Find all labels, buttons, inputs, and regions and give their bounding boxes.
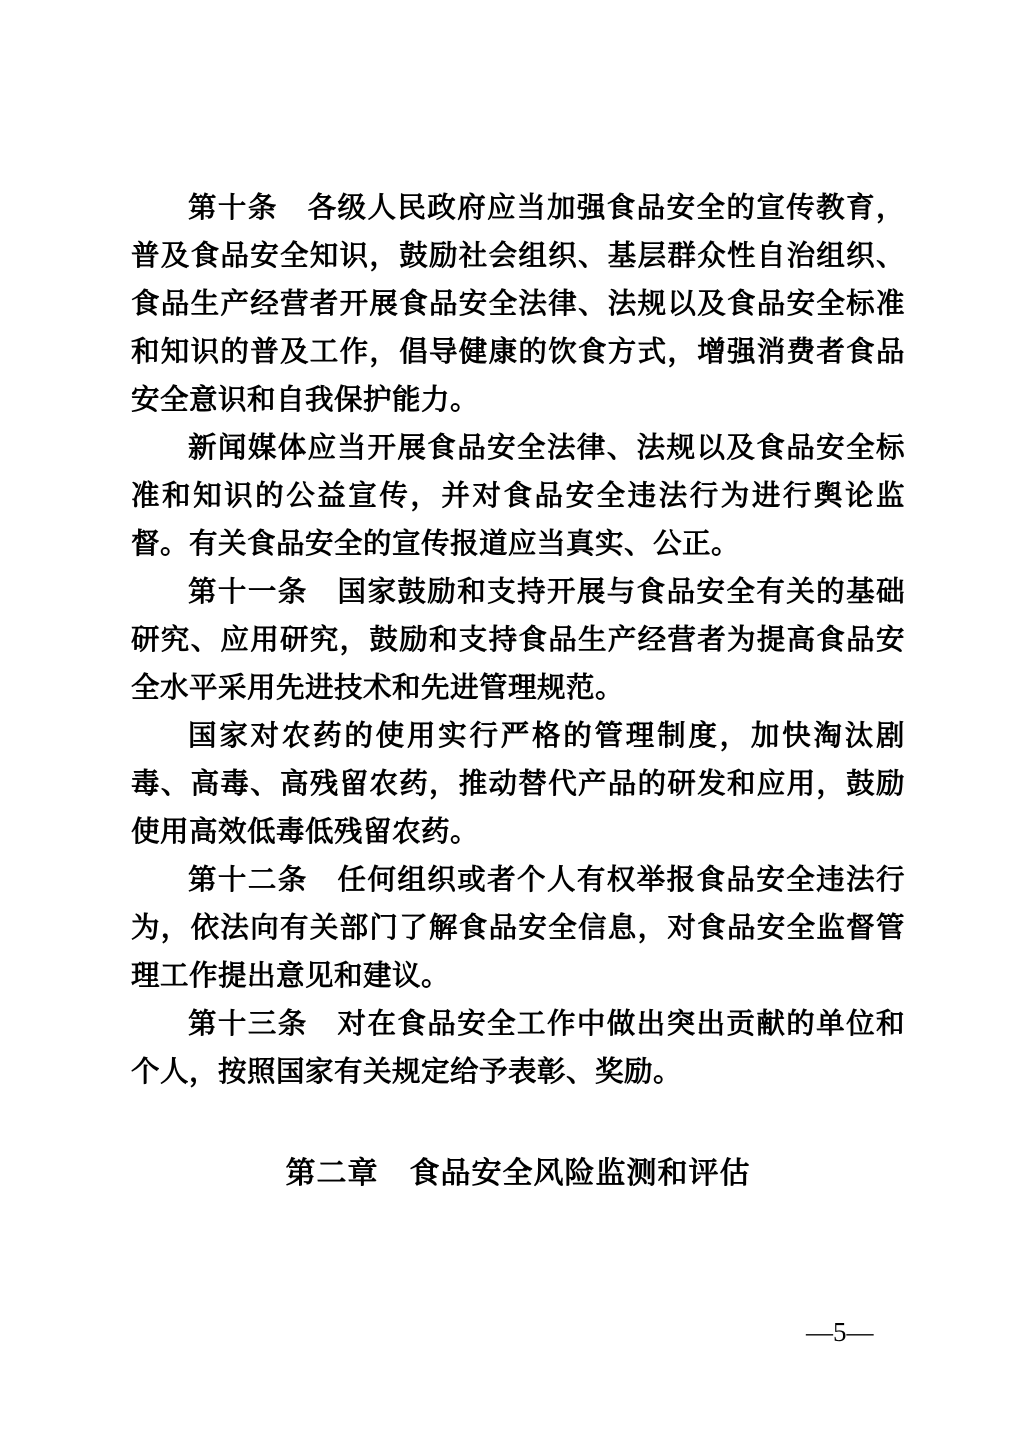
paragraph-news-media: 新闻媒体应当开展食品安全法律、法规以及食品安全标准和知识的公益宣传，并对食品安全违法行为进行舆论监督。有关食品安全的宣传报道应当真实、公正。 <box>131 432 905 560</box>
paragraph-article-13: 第十三条 对在食品安全工作中做出突出贡献的单位和个人，按照国家有关规定给予表彰、奖励。 <box>131 1008 905 1088</box>
document-body <box>131 184 905 1198</box>
paragraph-article-10: 第十条 各级人民政府应当加强食品安全的宣传教育，普及食品安全知识，鼓励社会组织、基层群众性自治组织、食品生产经营者开展食品安全法律、法规以及食品安全标准和知识的普及工作，倡导健康的饮食方式，增强消费者食品安全意识和自我保护能力。 <box>131 192 905 416</box>
page-number: —5— <box>806 1317 874 1347</box>
paragraph-article-11: 第十一条 国家鼓励和支持开展与食品安全有关的基础研究、应用研究，鼓励和支持食品生产经营者为提高食品安全水平采用先进技术和先进管理规范。 <box>131 576 905 704</box>
paragraph-pesticide-policy: 国家对农药的使用实行严格的管理制度，加快淘汰剧毒、高毒、高残留农药，推动替代产品的研发和应用，鼓励使用高效低毒低残留农药。 <box>131 720 905 848</box>
paragraph-article-12: 第十二条 任何组织或者个人有权举报食品安全违法行为，依法向有关部门了解食品安全信息，对食品安全监督管理工作提出意见和建议。 <box>131 864 905 992</box>
chapter-2-heading: 第二章 食品安全风险监测和评估 <box>285 1157 751 1190</box>
